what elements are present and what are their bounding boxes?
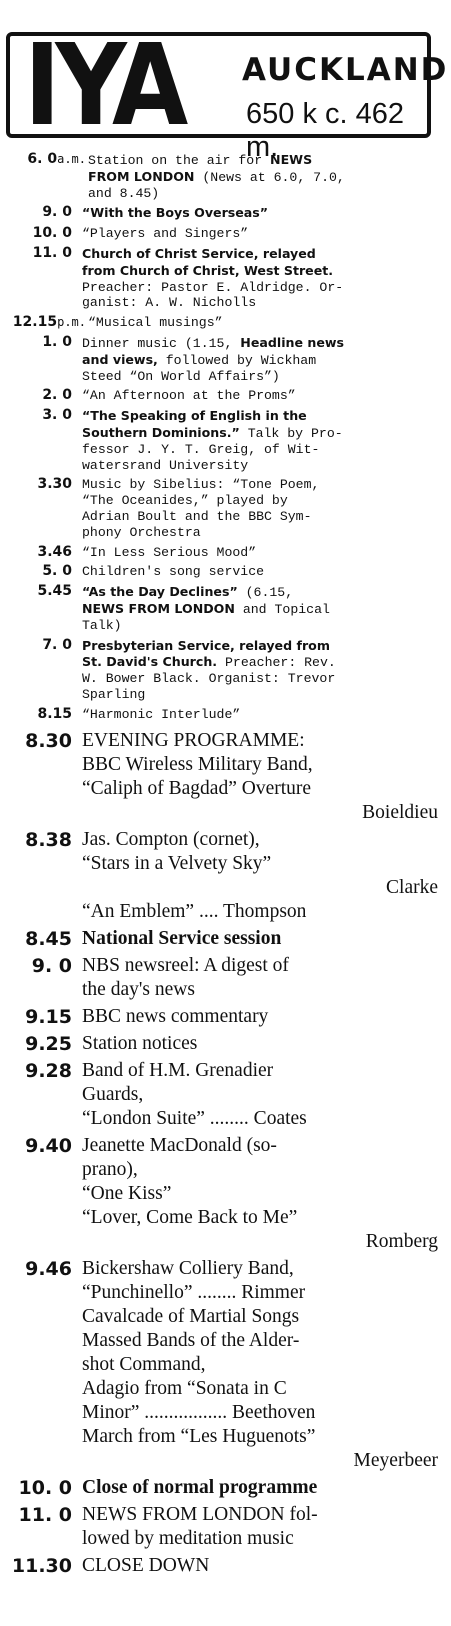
- description-line: [82, 707, 438, 723]
- time-value: 3.30: [37, 476, 72, 493]
- time-suffix: a.m.: [57, 152, 86, 166]
- text: Boieldieu: [362, 801, 438, 823]
- description-line: [82, 1329, 438, 1353]
- description-line: [82, 388, 438, 404]
- description-line: [82, 525, 438, 541]
- programme-description: [88, 152, 444, 201]
- text: Cavalcade of Martial Songs: [82, 1305, 300, 1327]
- description-line: [82, 263, 438, 280]
- programme-item: [0, 477, 451, 540]
- description-line: [82, 1503, 438, 1527]
- time-value: 11. 0: [32, 244, 72, 261]
- programme-description: [82, 1476, 438, 1500]
- programme-time: [0, 1554, 72, 1578]
- programme-item: [0, 205, 451, 222]
- text: Dinner music (1.15,: [82, 335, 241, 351]
- text: Steed “On World Affairs”): [82, 368, 280, 384]
- text: Preacher: Pastor E. Aldridge. Or-: [82, 279, 344, 295]
- time-value: 2. 0: [42, 387, 72, 404]
- description-line: [82, 1134, 438, 1158]
- programme-time: [0, 1503, 72, 1527]
- description-line: [88, 152, 444, 169]
- time-value: 10. 0: [18, 1476, 72, 1499]
- description-line: [82, 1554, 438, 1578]
- programme-item: [0, 828, 451, 924]
- programme-description: [82, 477, 438, 540]
- bold-text: Church of Christ Service, relayed: [82, 245, 316, 261]
- programme-description: [82, 1554, 438, 1578]
- description-line: [82, 352, 438, 369]
- programme-time: [0, 828, 72, 852]
- text: “In Less Serious Mood”: [82, 544, 257, 560]
- description-line: [82, 1353, 438, 1377]
- time-value: 1. 0: [42, 333, 72, 350]
- description-line: [82, 458, 438, 474]
- description-line: [82, 509, 438, 525]
- time-value: 9.15: [25, 1005, 72, 1028]
- bold-text: St. David's Church.: [82, 654, 218, 670]
- bold-text: NEWS: [270, 152, 313, 167]
- description-line: [82, 545, 438, 561]
- programme-description: [82, 584, 438, 633]
- text: “An Emblem” .... Thompson: [82, 900, 307, 922]
- description-line: [82, 1305, 438, 1329]
- programme-description: [82, 226, 438, 242]
- text: Bickershaw Colliery Band,: [82, 1257, 294, 1279]
- description-line: [82, 1401, 438, 1425]
- programme-item: [0, 1503, 451, 1551]
- programme-time: [0, 1476, 72, 1500]
- programme-item: [0, 226, 451, 242]
- description-line: [82, 246, 438, 263]
- text: Clarke: [386, 876, 438, 898]
- description-line: [82, 584, 438, 601]
- programme-time: [0, 408, 72, 423]
- description-line: [82, 442, 438, 458]
- text: “Lover, Come Back to Me”: [82, 1206, 298, 1228]
- time-value: 9.46: [25, 1257, 72, 1280]
- text: Station on the air for: [88, 153, 271, 168]
- text: NBS newsreel: A digest of: [82, 954, 289, 976]
- time-value: 8.38: [25, 828, 72, 851]
- programme-time: [0, 954, 72, 978]
- programme-item: [0, 1005, 451, 1029]
- description-line: [82, 1059, 438, 1083]
- description-line: [82, 295, 438, 311]
- bold-text: NEWS FROM LONDON: [82, 600, 235, 616]
- programme-time: [0, 246, 72, 261]
- text: BBC news commentary: [82, 1005, 269, 1027]
- description-line: [82, 1425, 438, 1449]
- text: Guards,: [82, 1083, 144, 1105]
- text: “Stars in a Velvety Sky”: [82, 852, 272, 874]
- programme-time: [0, 388, 72, 403]
- time-value: 11.30: [11, 1554, 72, 1577]
- text: Adagio from “Sonata in C: [82, 1377, 287, 1399]
- text: Jas. Compton (cornet),: [82, 828, 260, 850]
- description-line: [82, 638, 438, 655]
- text: (News at 6.0, 7.0,: [194, 169, 345, 185]
- description-line: [82, 205, 438, 222]
- description-line: [82, 753, 438, 777]
- text: Meyerbeer: [353, 1449, 438, 1471]
- description-line: [82, 618, 438, 634]
- description-line: [82, 493, 438, 509]
- time-value: 8.15: [37, 705, 72, 722]
- text: fessor J. Y. T. Greig, of Wit-: [82, 441, 320, 457]
- description-line: [82, 1158, 438, 1182]
- text: and Topical: [234, 601, 330, 617]
- description-line: [82, 1107, 438, 1131]
- description-line: [82, 226, 438, 242]
- time-suffix: p.m.: [57, 315, 86, 330]
- bold-text: “The Speaking of English in the: [82, 408, 307, 424]
- text: the day's news: [82, 978, 195, 1000]
- description-line: [82, 828, 438, 852]
- text: “Harmonic Interlude”: [82, 706, 241, 722]
- text: Adrian Boult and the BBC Sym-: [82, 508, 312, 524]
- bold-text: from Church of Christ, West Street.: [82, 262, 334, 278]
- time-value: 5. 0: [42, 563, 72, 580]
- time-value: 12.15: [12, 314, 58, 331]
- bold-text: FROM LONDON: [88, 168, 195, 184]
- programme-description: [82, 1257, 438, 1473]
- text: “Caliph of Bagdad” Overture: [82, 777, 312, 799]
- station-frequency: 650 k c. 462 m.: [246, 98, 404, 163]
- programme-list: [0, 152, 451, 1578]
- description-line: [82, 369, 438, 385]
- bold-text: Close of normal programme: [82, 1476, 318, 1498]
- programme-item: [0, 1032, 451, 1056]
- text: ganist: A. W. Nicholls: [82, 295, 257, 311]
- text: watersrand University: [82, 457, 249, 473]
- description-line: [82, 777, 438, 801]
- programme-time: [0, 477, 72, 492]
- text: “One Kiss”: [82, 1182, 172, 1204]
- station-callsign: IYA: [24, 21, 184, 151]
- programme-item: [0, 1059, 451, 1131]
- time-value: 11. 0: [18, 1503, 72, 1526]
- text: Station notices: [82, 1032, 198, 1054]
- description-line: [82, 1257, 438, 1281]
- text: Talk): [82, 617, 122, 633]
- time-value: 5.45: [37, 583, 72, 600]
- description-line: [88, 169, 444, 186]
- programme-description: [82, 1134, 438, 1254]
- text: lowed by meditation music: [82, 1527, 294, 1549]
- text: Romberg: [365, 1230, 438, 1252]
- text: “An Afternoon at the Proms”: [82, 388, 296, 404]
- programme-description: [82, 388, 438, 404]
- description-line: [88, 186, 444, 202]
- programme-description: [82, 1005, 438, 1029]
- programme-item: [0, 1257, 451, 1473]
- bold-text: Presbyterian Service, relayed from: [82, 637, 330, 653]
- text: Sparling: [82, 686, 146, 702]
- bold-text: National Service session: [82, 927, 282, 949]
- time-value: 9. 0: [42, 204, 72, 221]
- text: shot Command,: [82, 1353, 206, 1375]
- description-line: [82, 408, 438, 425]
- description-line: [82, 1527, 438, 1551]
- time-value: 9.25: [25, 1032, 72, 1055]
- description-line: [82, 1032, 438, 1056]
- description-line: [82, 1206, 438, 1230]
- programme-description: [82, 335, 438, 384]
- programme-time: [0, 315, 86, 330]
- programme-time: [0, 564, 72, 579]
- description-line: [82, 1230, 438, 1254]
- programme-item: [0, 954, 451, 1002]
- text: W. Bower Black. Organist: Trevor: [82, 671, 336, 687]
- programme-item: [0, 1134, 451, 1254]
- programme-item: [0, 388, 451, 404]
- description-line: [82, 729, 438, 753]
- programme-time: [0, 335, 72, 350]
- bold-text: Southern Dominions.”: [82, 424, 240, 440]
- programme-description: [88, 315, 444, 331]
- programme-time: [0, 1005, 72, 1029]
- time-value: 7. 0: [42, 636, 72, 653]
- description-line: [82, 900, 438, 924]
- description-line: [82, 564, 438, 580]
- text: Talk by Pro-: [239, 425, 343, 441]
- description-line: [82, 425, 438, 442]
- programme-time: [0, 638, 72, 653]
- text: and 8.45): [88, 185, 160, 201]
- description-line: [82, 927, 438, 951]
- programme-item: [0, 335, 451, 384]
- text: March from “Les Huguenots”: [82, 1425, 316, 1447]
- programme-time: [0, 584, 72, 599]
- text: NEWS FROM LONDON fol-: [82, 1503, 318, 1525]
- programme-item: [0, 927, 451, 951]
- description-line: [82, 335, 438, 352]
- description-line: [82, 876, 438, 900]
- text: BBC Wireless Military Band,: [82, 753, 313, 775]
- text: “London Suite” ........ Coates: [82, 1107, 307, 1129]
- programme-time: [0, 205, 72, 220]
- programme-item: [0, 246, 451, 311]
- text: CLOSE DOWN: [82, 1554, 210, 1576]
- description-line: [82, 1449, 438, 1473]
- text: “The Oceanides,” played by: [82, 493, 288, 509]
- programme-description: [82, 954, 438, 1002]
- programme-item: [0, 564, 451, 580]
- programme-item: [0, 152, 451, 201]
- time-value: 8.30: [25, 729, 72, 752]
- text: EVENING PROGRAMME:: [82, 729, 305, 751]
- bold-text: and views,: [82, 351, 158, 367]
- text: phony Orchestra: [82, 524, 201, 540]
- bold-text: Headline news: [240, 334, 345, 350]
- programme-time: [0, 729, 72, 753]
- programme-time: [0, 1134, 72, 1158]
- bold-text: “With the Boys Overseas”: [82, 205, 269, 221]
- text: Jeanette MacDonald (so-: [82, 1134, 277, 1156]
- description-line: [82, 1377, 438, 1401]
- programme-time: [0, 226, 72, 241]
- description-line: [82, 654, 438, 671]
- text: “Punchinello” ........ Rimmer: [82, 1281, 306, 1303]
- programme-description: [82, 729, 438, 825]
- text: “Musical musings”: [88, 315, 223, 331]
- description-line: [82, 1476, 438, 1500]
- time-value: 3.46: [37, 543, 72, 560]
- programme-description: [82, 707, 438, 723]
- programme-description: [82, 1032, 438, 1056]
- text: Children's song service: [82, 564, 265, 580]
- programme-description: [82, 1059, 438, 1131]
- programme-description: [82, 246, 438, 311]
- time-value: 6. 0: [27, 151, 58, 167]
- programme-item: [0, 1476, 451, 1500]
- programme-item: [0, 545, 451, 561]
- text: “Players and Singers”: [82, 226, 249, 242]
- programme-description: [82, 408, 438, 473]
- description-line: [82, 1281, 438, 1305]
- programme-item: [0, 584, 451, 633]
- text: Band of H.M. Grenadier: [82, 1059, 274, 1081]
- programme-description: [82, 927, 438, 951]
- time-value: 3. 0: [42, 407, 72, 424]
- text: followed by Wickham: [157, 352, 317, 368]
- text: Music by Sibelius: “Tone Poem,: [82, 477, 320, 493]
- description-line: [82, 852, 438, 876]
- description-line: [88, 315, 444, 331]
- programme-item: [0, 408, 451, 473]
- description-line: [82, 687, 438, 703]
- description-line: [82, 671, 438, 687]
- text: Preacher: Rev.: [217, 655, 336, 671]
- programme-time: [0, 1032, 72, 1056]
- programme-item: [0, 707, 451, 723]
- programme-description: [82, 1503, 438, 1551]
- programme-time: [0, 1059, 72, 1083]
- programme-description: [82, 205, 438, 222]
- programme-time: [0, 1257, 72, 1281]
- description-line: [82, 1182, 438, 1206]
- time-value: 9. 0: [31, 954, 72, 977]
- description-line: [82, 1005, 438, 1029]
- time-value: 8.45: [25, 927, 72, 950]
- programme-description: [82, 638, 438, 703]
- programme-item: [0, 729, 451, 825]
- station-city: AUCKLAND: [242, 52, 449, 88]
- description-line: [82, 801, 438, 825]
- text: prano),: [82, 1158, 138, 1180]
- text: Minor” ................. Beethoven: [82, 1401, 316, 1423]
- description-line: [82, 477, 438, 493]
- description-line: [82, 1083, 438, 1107]
- programme-description: [82, 564, 438, 580]
- description-line: [82, 978, 438, 1002]
- time-value: 9.40: [25, 1134, 72, 1157]
- programme-item: [0, 315, 451, 331]
- description-line: [82, 954, 438, 978]
- bold-text: “As the Day Declines”: [82, 584, 238, 600]
- time-value: 10. 0: [32, 225, 72, 242]
- programme-time: [0, 545, 72, 560]
- time-value: 9.28: [25, 1059, 72, 1082]
- programme-description: [82, 545, 438, 561]
- programme-time: [0, 707, 72, 722]
- programme-time: [0, 152, 86, 167]
- text: (6.15,: [237, 585, 294, 601]
- description-line: [82, 280, 438, 296]
- programme-item: [0, 638, 451, 703]
- description-line: [82, 601, 438, 618]
- programme-item: [0, 1554, 451, 1578]
- programme-description: [82, 828, 438, 924]
- programme-time: [0, 927, 72, 951]
- text: Massed Bands of the Alder-: [82, 1329, 300, 1351]
